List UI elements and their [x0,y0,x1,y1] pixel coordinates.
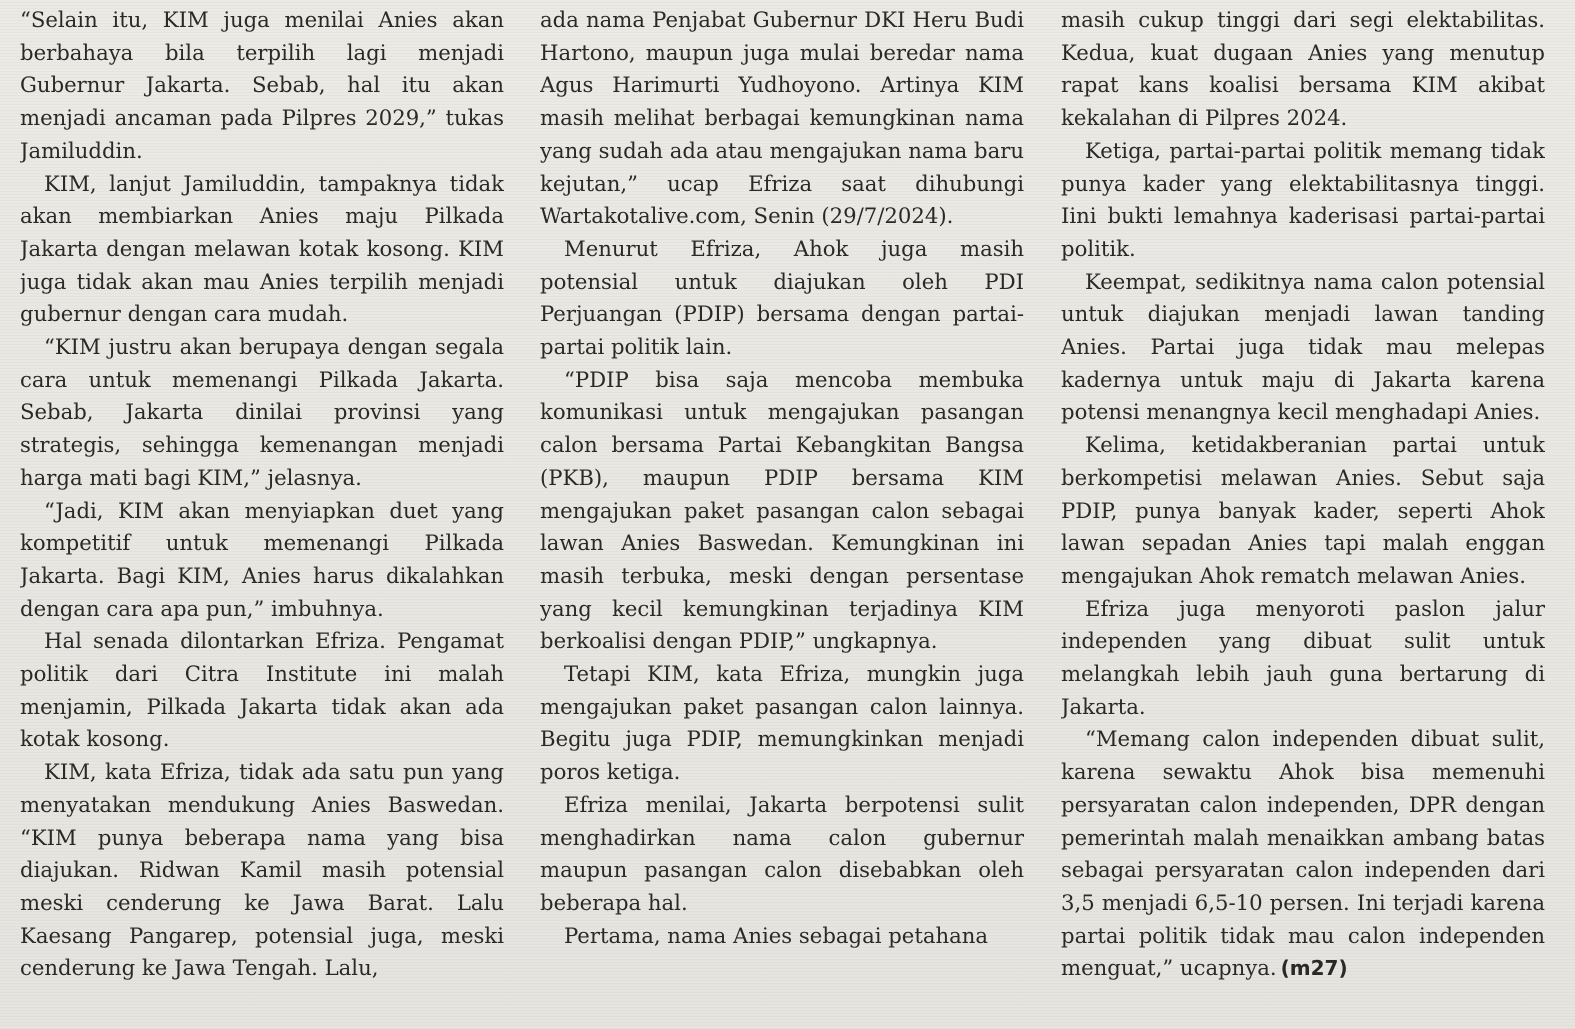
paragraph: “KIM justru akan berupaya dengan segala cara untuk memenangi Pilkada Jakarta. Sebab, Jakarta dinilai provinsi yang strategis, sehingga kemenangan menjadi harga mati bagi KIM,” jelasnya. [20,334,504,490]
paragraph: Efriza menilai, Jakarta berpotensi sulit menghadirkan nama calon gubernur maupun pasangan calon disebabkan oleh beberapa hal. [540,791,1024,915]
paragraph: Pertama, nama Anies sebagai petahana [564,922,989,948]
paragraph: “PDIP bisa saja mencoba membuka komunikasi untuk mengajukan pasangan calon bersama Partai Kebangkitan Bangsa (PKB), maupun PDIP bersama KIM mengajukan paket pasangan calon sebagai lawan Anies Baswedan. Kemungkinan ini masih terbuka, meski dengan persentase yang kecil kemungkinan terjadinya KIM berkoalisi dengan PDIP,” ungkapnya. [540,366,1024,654]
paragraph: KIM, lanjut Jamiluddin, tampaknya tidak akan membiarkan Anies maju Pilkada Jakarta dengan melawan kotak kosong. KIM juga tidak akan mau Anies terpilih menjadi gubernur dengan cara mudah. [20,170,504,327]
article-column-3 [1061,4,1545,985]
paragraph: Kelima, ketidakberanian partai untuk berkompetisi melawan Anies. Sebut saja PDIP, punya banyak kader, seperti Ahok lawan sepadan Anies tapi malah enggan mengajukan Ahok rematch melawan Anies. [1061,432,1545,588]
paragraph-text: “Memang calon independen dibuat sulit, karena sewaktu Ahok bisa memenuhi persyaratan calon independen, DPR dengan pemerintah malah menaikkan ambang batas sebagai persyaratan calon independen dari 3,5 menjadi 6,5-10 persen. Ini terjadi karena partai politik tidak mau calon independen menguat,” ucapnya. [1061,726,1545,981]
paragraph: Tetapi KIM, kata Efriza, mungkin juga mengajukan paket pasangan calon lainnya. Begitu juga PDIP, memungkinkan menjadi poros ketiga. [540,661,1024,785]
paragraph: masih cukup tinggi dari segi elektabilitas. Kedua, kuat dugaan Anies yang menutup rapat kans koalisi bersama KIM akibat kekalahan di Pilpres 2024. [1061,7,1545,131]
author-tag: (m27) [1280,956,1348,981]
article-column-1 [20,4,504,985]
paragraph: “Selain itu, KIM juga menilai Anies akan berbahaya bila terpilih lagi menjadi Gubernur Jakarta. Sebab, hal itu akan menjadi ancaman pada Pilpres 2029,” tukas Jamiluddin. [20,7,504,163]
paragraph: Menurut Efriza, Ahok juga masih potensial untuk diajukan oleh PDI Perjuangan (PDIP) bersama dengan partai-partai politik lain. [540,235,1024,360]
paragraph: Efriza juga menyoroti paslon jalur independen yang dibuat sulit untuk melangkah lebih jauh guna bertarung di Jakarta. [1061,595,1545,719]
article-column-2 [540,4,1024,952]
paragraph: “Jadi, KIM akan menyiapkan duet yang kompetitif untuk memenangi Pilkada Jakarta. Bagi KIM, Anies harus dikalahkan dengan cara apa pun,” imbuhnya. [20,497,504,621]
paragraph: Hal senada dilontarkan Efriza. Pengamat politik dari Citra Institute ini malah menjamin, Pilkada Jakarta tidak akan ada kotak kosong. [20,628,504,752]
paragraph: Keempat, sedikitnya nama calon potensial untuk diajukan menjadi lawan tanding Anies. Partai juga tidak mau melepas kadernya untuk maju di Jakarta karena potensi menangnya kecil menghadapi Anies. [1061,268,1545,425]
last-paragraph [1061,723,1545,985]
paragraph: Ketiga, partai-partai politik memang tidak punya kader yang elektabilitasnya tinggi. Iini bukti lemahnya kaderisasi partai-partai politik. [1061,137,1545,261]
paragraph: KIM, kata Efriza, tidak ada satu pun yang menyatakan mendukung Anies Baswedan. “KIM punya beberapa nama yang bisa diajukan. Ridwan Kamil masih potensial meski cenderung ke Jawa Barat. Lalu Kaesang Pangarep, potensial juga, meski cenderung ke Jawa Tengah. Lalu, [20,759,504,981]
paragraph: ada nama Penjabat Gubernur DKI Heru Budi Hartono, maupun juga mulai beredar nama Agus Harimurti Yudhoyono. Artinya KIM masih melihat berbagai kemungkinan nama yang sudah ada atau mengajukan nama baru kejutan,” ucap Efriza saat dihubungi Wartakotalive.com, Senin (29/7/2024). [540,7,1024,229]
